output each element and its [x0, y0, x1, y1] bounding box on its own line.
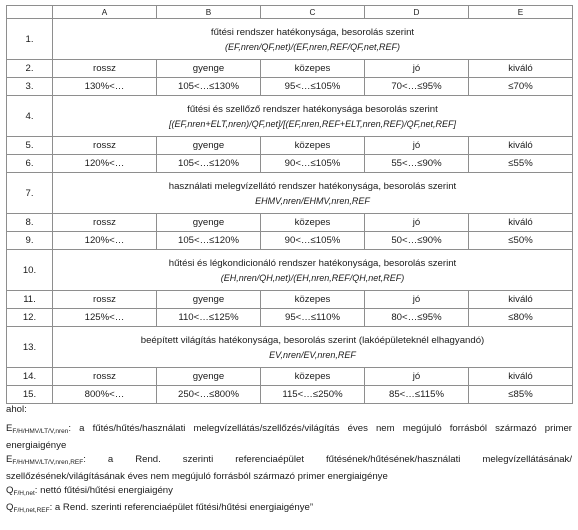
section-title: használati melegvízellátó rendszer hatékonysága, besorolás szerint: [168, 180, 457, 192]
notes-intro: ahol:: [6, 404, 27, 415]
column-header-c: C: [261, 6, 365, 19]
rating-label: gyenge: [157, 214, 261, 232]
section-formula: EV,nren/EV,nren,REF: [269, 349, 356, 360]
rating-label: közepes: [261, 368, 365, 386]
column-header-row: [7, 6, 573, 19]
rating-label: rossz: [53, 214, 157, 232]
section-title: fűtési rendszer hatékonysága, besorolás szerint: [210, 26, 415, 38]
section-title-row: [7, 173, 573, 214]
rating-ranges-row: [7, 309, 573, 327]
row-number: 13.: [7, 327, 53, 368]
rating-range: 55<…≤90%: [365, 155, 469, 173]
rating-label: gyenge: [157, 368, 261, 386]
rating-ranges-row: [7, 386, 573, 404]
rating-label: jó: [365, 214, 469, 232]
rating-label: kiváló: [469, 291, 573, 309]
section-heading: [53, 19, 573, 60]
rating-label: rossz: [53, 291, 157, 309]
column-header-b: B: [157, 6, 261, 19]
rating-labels-row: [7, 368, 573, 386]
rating-label: rossz: [53, 60, 157, 78]
rating-label: gyenge: [157, 291, 261, 309]
rating-range: 120%<…: [53, 232, 157, 250]
rating-label: közepes: [261, 60, 365, 78]
rating-ranges-row: [7, 78, 573, 96]
row-number: 5.: [7, 137, 53, 155]
rating-range: 95<…≤105%: [261, 78, 365, 96]
rating-range: 105<…≤120%: [157, 155, 261, 173]
note-symbol: Q: [6, 502, 14, 513]
column-header-blank: [7, 6, 53, 19]
rating-range: 250<…≤800%: [157, 386, 261, 404]
note-text: : a Rend. szerinti referenciaépület fűtésének/hűtésének/használati melegvízellátásának/ szellőzésének/világításának éves nem megújuló forrásból származó primer energiaigénye: [6, 454, 572, 482]
rating-range: ≤85%: [469, 386, 573, 404]
row-number: 10.: [7, 250, 53, 291]
column-header-d: D: [365, 6, 469, 19]
section-title: beépített világítás hatékonysága, besorolás szerint (lakóépületeknél elhagyandó): [140, 334, 485, 346]
rating-label: jó: [365, 137, 469, 155]
row-number: 2.: [7, 60, 53, 78]
rating-range: 125%<…: [53, 309, 157, 327]
rating-range: 115<…≤250%: [261, 386, 365, 404]
rating-range: 90<…≤105%: [261, 232, 365, 250]
rating-label: kiváló: [469, 137, 573, 155]
rating-label: gyenge: [157, 137, 261, 155]
row-number: 11.: [7, 291, 53, 309]
row-number: 7.: [7, 173, 53, 214]
row-number: 12.: [7, 309, 53, 327]
note-symbol: E: [6, 423, 13, 434]
row-number: 6.: [7, 155, 53, 173]
rating-range: ≤55%: [469, 155, 573, 173]
notes-block: [6, 403, 572, 518]
rating-range: 90<…≤105%: [261, 155, 365, 173]
note-text: : a fűtés/hűtés/használati melegvízellátás/szellőzés/világítás éves nem megújuló forrásból származó primer energiaigénye: [6, 423, 572, 451]
note-symbol: Q: [6, 485, 14, 496]
rating-labels-row: [7, 214, 573, 232]
section-title-row: [7, 327, 573, 368]
row-number: 3.: [7, 78, 53, 96]
rating-range: 105<…≤130%: [157, 78, 261, 96]
rating-range: 110<…≤125%: [157, 309, 261, 327]
row-number: 1.: [7, 19, 53, 60]
rating-table: [6, 5, 573, 404]
rating-label: jó: [365, 60, 469, 78]
note-subscript: F/H,net,REF: [13, 507, 50, 514]
rating-range: 50<…≤90%: [365, 232, 469, 250]
section-title: fűtési és szellőző rendszer hatékonysága besorolás szerint: [187, 103, 438, 115]
rating-label: rossz: [53, 137, 157, 155]
section-formula: [(EF,nren+ELT,nren)/QF,net]/[(EF,nren,REF+ELT,nren,REF)/QF,net,REF]: [169, 118, 456, 129]
rating-label: közepes: [261, 137, 365, 155]
rating-range: 95<…≤110%: [261, 309, 365, 327]
rating-range: 800%<…: [53, 386, 157, 404]
note-text: : a Rend. szerinti referenciaépület fűtési/hűtési energiaigénye”: [49, 502, 314, 513]
rating-range: 130%<…: [53, 78, 157, 96]
rating-label: közepes: [261, 214, 365, 232]
rating-range: 85<…≤115%: [365, 386, 469, 404]
rating-range: 80<…≤95%: [365, 309, 469, 327]
rating-range: ≤80%: [469, 309, 573, 327]
rating-range: 105<…≤120%: [157, 232, 261, 250]
note-item: [6, 453, 572, 484]
rating-label: jó: [365, 368, 469, 386]
rating-range: 120%<…: [53, 155, 157, 173]
rating-label: gyenge: [157, 60, 261, 78]
section-title-row: [7, 250, 573, 291]
section-formula: EHMV,nren/EHMV,nren,REF: [255, 195, 370, 206]
section-heading: [53, 173, 573, 214]
rating-label: jó: [365, 291, 469, 309]
rating-label: kiváló: [469, 214, 573, 232]
row-number: 9.: [7, 232, 53, 250]
section-title-row: [7, 19, 573, 60]
section-title-row: [7, 96, 573, 137]
note-subscript: F/H/HMV/LT/V,nren: [12, 428, 69, 435]
column-header-a: A: [53, 6, 157, 19]
section-heading: [53, 327, 573, 368]
rating-labels-row: [7, 137, 573, 155]
note-item: [6, 501, 572, 518]
rating-labels-row: [7, 60, 573, 78]
note-subscript: F/H/HMV/LT/V,nren,REF: [12, 459, 84, 466]
note-text: : nettó fűtési/hűtési energiaigény: [34, 485, 173, 496]
notes-list: [6, 422, 572, 518]
rating-label: rossz: [53, 368, 157, 386]
section-formula: (EH,nren/QH,net)/(EH,nren,REF/QH,net,REF): [220, 272, 405, 283]
rating-label: kiváló: [469, 368, 573, 386]
section-heading: [53, 250, 573, 291]
rating-range: 70<…≤95%: [365, 78, 469, 96]
section-heading: [53, 96, 573, 137]
rating-label: közepes: [261, 291, 365, 309]
row-number: 8.: [7, 214, 53, 232]
row-number: 14.: [7, 368, 53, 386]
row-number: 15.: [7, 386, 53, 404]
rating-range: ≤70%: [469, 78, 573, 96]
rating-ranges-row: [7, 155, 573, 173]
section-title: hűtési és légkondicionáló rendszer hatékonysága, besorolás szerint: [168, 257, 457, 269]
rating-label: kiváló: [469, 60, 573, 78]
rating-range: ≤50%: [469, 232, 573, 250]
rating-ranges-row: [7, 232, 573, 250]
rating-labels-row: [7, 291, 573, 309]
note-symbol: E: [6, 454, 13, 465]
note-subscript: F/H,net: [13, 490, 35, 497]
note-item: [6, 484, 572, 501]
row-number: 4.: [7, 96, 53, 137]
section-formula: (EF,nren/QF,net)/(EF,nren,REF/QF,net,REF): [225, 41, 400, 52]
column-header-e: E: [469, 6, 573, 19]
note-item: [6, 422, 572, 453]
